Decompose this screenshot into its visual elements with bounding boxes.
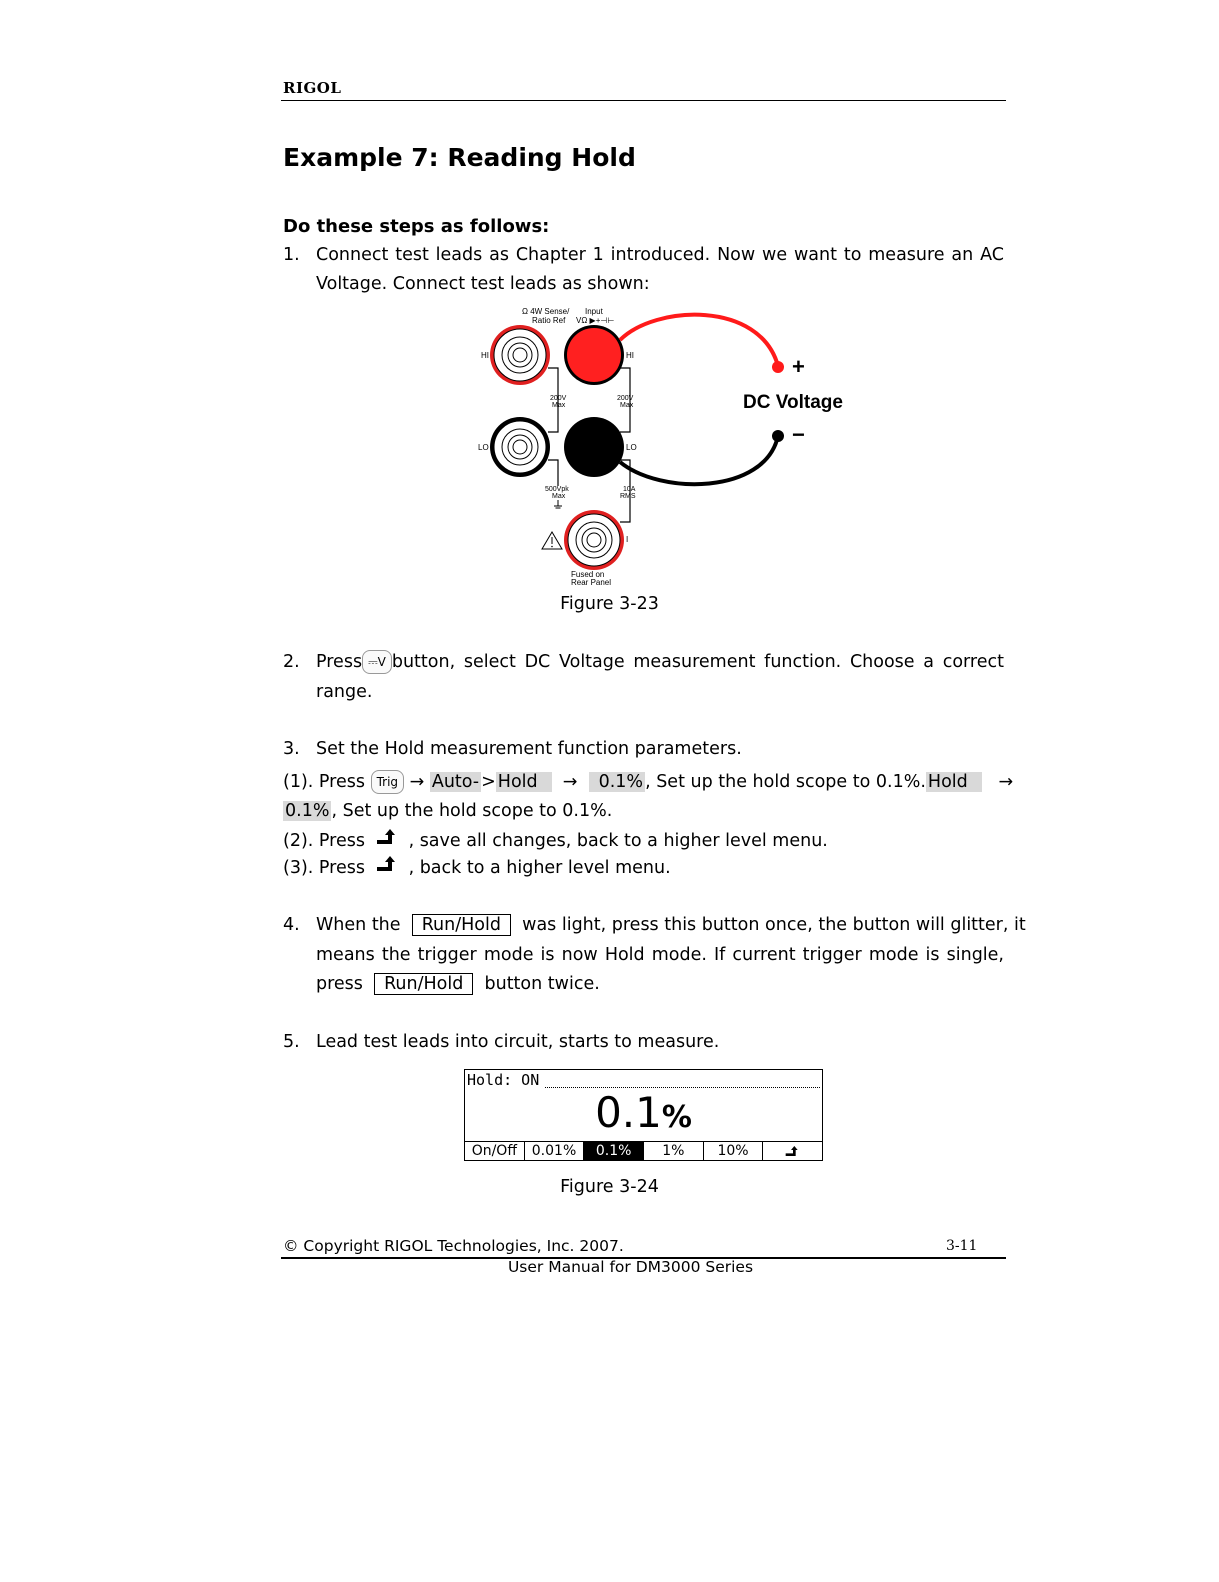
input-hi-terminal xyxy=(564,325,624,385)
step3-text: Set the Hold measurement function parameters. xyxy=(316,739,742,759)
step2-line1 xyxy=(316,648,1004,677)
label-1000v-max: Max xyxy=(620,402,634,409)
step4-line3 xyxy=(316,970,600,999)
label-vohm: VΩ ▶+⊣⊢ xyxy=(576,316,615,325)
label-rms: RMS xyxy=(620,493,636,500)
footer-page-number: 3-11 xyxy=(946,1238,978,1254)
trig-key: Trig xyxy=(371,770,404,794)
step5-number: 5. xyxy=(283,1032,300,1052)
step1-line2: Voltage. Connect test leads as shown: xyxy=(316,274,650,294)
sub2-text: , save all changes, back to a higher level menu. xyxy=(408,831,828,851)
footer-copyright: © Copyright RIGOL Technologies, Inc. 2007. xyxy=(283,1237,624,1255)
step5-text: Lead test leads into circuit, starts to measure. xyxy=(316,1032,720,1052)
sub1-end: , Set up the hold scope to 0.1%. xyxy=(331,801,613,821)
current-terminal xyxy=(564,510,624,570)
label-500vpk: 500Vpk xyxy=(545,486,569,493)
label-fused: Fused on xyxy=(571,570,605,579)
pct-softkey-2: 0.1% xyxy=(285,801,330,821)
footer-manual: User Manual for DM3000 Series xyxy=(507,1258,754,1276)
return-icon xyxy=(375,829,401,847)
black-lead-tip xyxy=(772,430,784,442)
sub1-rest: , Set up the hold scope to 0.1%. xyxy=(645,772,926,792)
sub2-prefix: (2). Press xyxy=(283,831,365,851)
auto-softkey: Auto- xyxy=(431,772,480,792)
step4-when: When the xyxy=(316,915,401,935)
sense-hi-terminal xyxy=(490,325,550,385)
label-hi-right: HI xyxy=(626,351,634,360)
terminal-connection-diagram xyxy=(470,300,870,595)
label-lo-left: LO xyxy=(478,443,489,452)
label-200v: 200V xyxy=(550,395,567,402)
step4-line1 xyxy=(316,911,1026,940)
header-brand: RIGOL xyxy=(283,79,342,97)
step4-line2: means the trigger mode is now Hold mode. If current trigger mode is single, xyxy=(316,945,1004,965)
step2-line2: range. xyxy=(316,682,373,702)
softkey-0-1[interactable]: 0.1% xyxy=(584,1142,644,1161)
lcd-reading xyxy=(465,1088,822,1143)
figure2-caption: Figure 3-24 xyxy=(560,1177,659,1197)
step3-sub3 xyxy=(283,854,671,883)
minus-sign: − xyxy=(792,422,805,447)
dcv-key: ⎓V xyxy=(362,650,392,674)
step3-number: 3. xyxy=(283,739,300,759)
step2-number: 2. xyxy=(283,652,300,672)
label-lo-right: LO xyxy=(626,443,637,452)
lcd-status: Hold: ON xyxy=(467,1071,540,1089)
pct-softkey: 0.1% xyxy=(589,772,645,792)
step2-rest: button, select DC Voltage measurement function. Choose a correct xyxy=(391,652,1004,672)
label-hi-left: HI xyxy=(481,351,489,360)
run-hold-button-ref-2: Run/Hold xyxy=(374,973,473,995)
arrow: → xyxy=(562,772,578,792)
hold-softkey-2: Hold xyxy=(926,772,982,792)
input-lo-terminal xyxy=(564,417,624,477)
step4-number: 4. xyxy=(283,915,300,935)
step4-press: press xyxy=(316,974,363,994)
sub3-text: , back to a higher level menu. xyxy=(408,858,671,878)
dc-voltage-label: DC Voltage xyxy=(743,392,843,413)
label-ratio: Ratio Ref xyxy=(532,316,566,325)
step4-line1-rest: was light, press this button once, the button will glitter, it xyxy=(522,915,1026,935)
label-200v-max: Max xyxy=(552,402,566,409)
red-lead-tip xyxy=(772,361,784,373)
gt: > xyxy=(481,772,496,792)
hold-softkey: Hold xyxy=(496,772,552,792)
ground-icon xyxy=(554,500,562,508)
warning-icon xyxy=(542,532,562,549)
arrow: → xyxy=(998,772,1014,792)
header-rule xyxy=(281,100,1006,101)
step4-twice: button twice. xyxy=(484,974,600,994)
plus-sign: + xyxy=(792,354,805,379)
softkey-return[interactable] xyxy=(763,1142,822,1161)
step3-sub1-line1 xyxy=(283,768,1014,797)
lcd-reading-value: 0.1 xyxy=(595,1088,662,1137)
page-title: Example 7: Reading Hold xyxy=(283,143,636,172)
return-icon xyxy=(375,856,401,874)
label-sense: Ω 4W Sense/ xyxy=(522,307,570,316)
step1-line1: Connect test leads as Chapter 1 introduced. Now we want to measure an AC xyxy=(316,245,1004,265)
lcd-softkey-bar xyxy=(465,1141,822,1161)
run-hold-button-ref: Run/Hold xyxy=(412,914,511,936)
softkey-on-off[interactable]: On/Off xyxy=(465,1142,525,1161)
step3-sub2 xyxy=(283,827,828,856)
label-500vpk-max: Max xyxy=(552,493,566,500)
figure1-caption: Figure 3-23 xyxy=(560,594,659,614)
lcd-reading-unit: % xyxy=(661,1100,692,1135)
softkey-10[interactable]: 10% xyxy=(704,1142,764,1161)
softkey-1[interactable]: 1% xyxy=(644,1142,704,1161)
sub3-prefix: (3). Press xyxy=(283,858,365,878)
step1-number: 1. xyxy=(283,245,300,265)
black-test-lead xyxy=(620,436,778,484)
softkey-0-01[interactable]: 0.01% xyxy=(525,1142,585,1161)
step2-press: Press xyxy=(316,652,363,672)
sense-lo-terminal xyxy=(490,417,550,477)
step3-sub1-line2 xyxy=(283,797,612,826)
steps-heading: Do these steps as follows: xyxy=(283,216,550,237)
red-test-lead xyxy=(620,315,778,366)
label-10a: 10A xyxy=(623,486,636,493)
arrow: → xyxy=(409,772,425,792)
lcd-display xyxy=(464,1069,823,1161)
label-input: Input xyxy=(585,307,603,316)
label-current: I xyxy=(626,535,629,544)
return-icon xyxy=(782,1146,804,1158)
sub1-prefix: (1). Press xyxy=(283,772,365,792)
label-1000v: 200V xyxy=(617,395,634,402)
label-rear-panel: Rear Panel xyxy=(571,578,612,587)
